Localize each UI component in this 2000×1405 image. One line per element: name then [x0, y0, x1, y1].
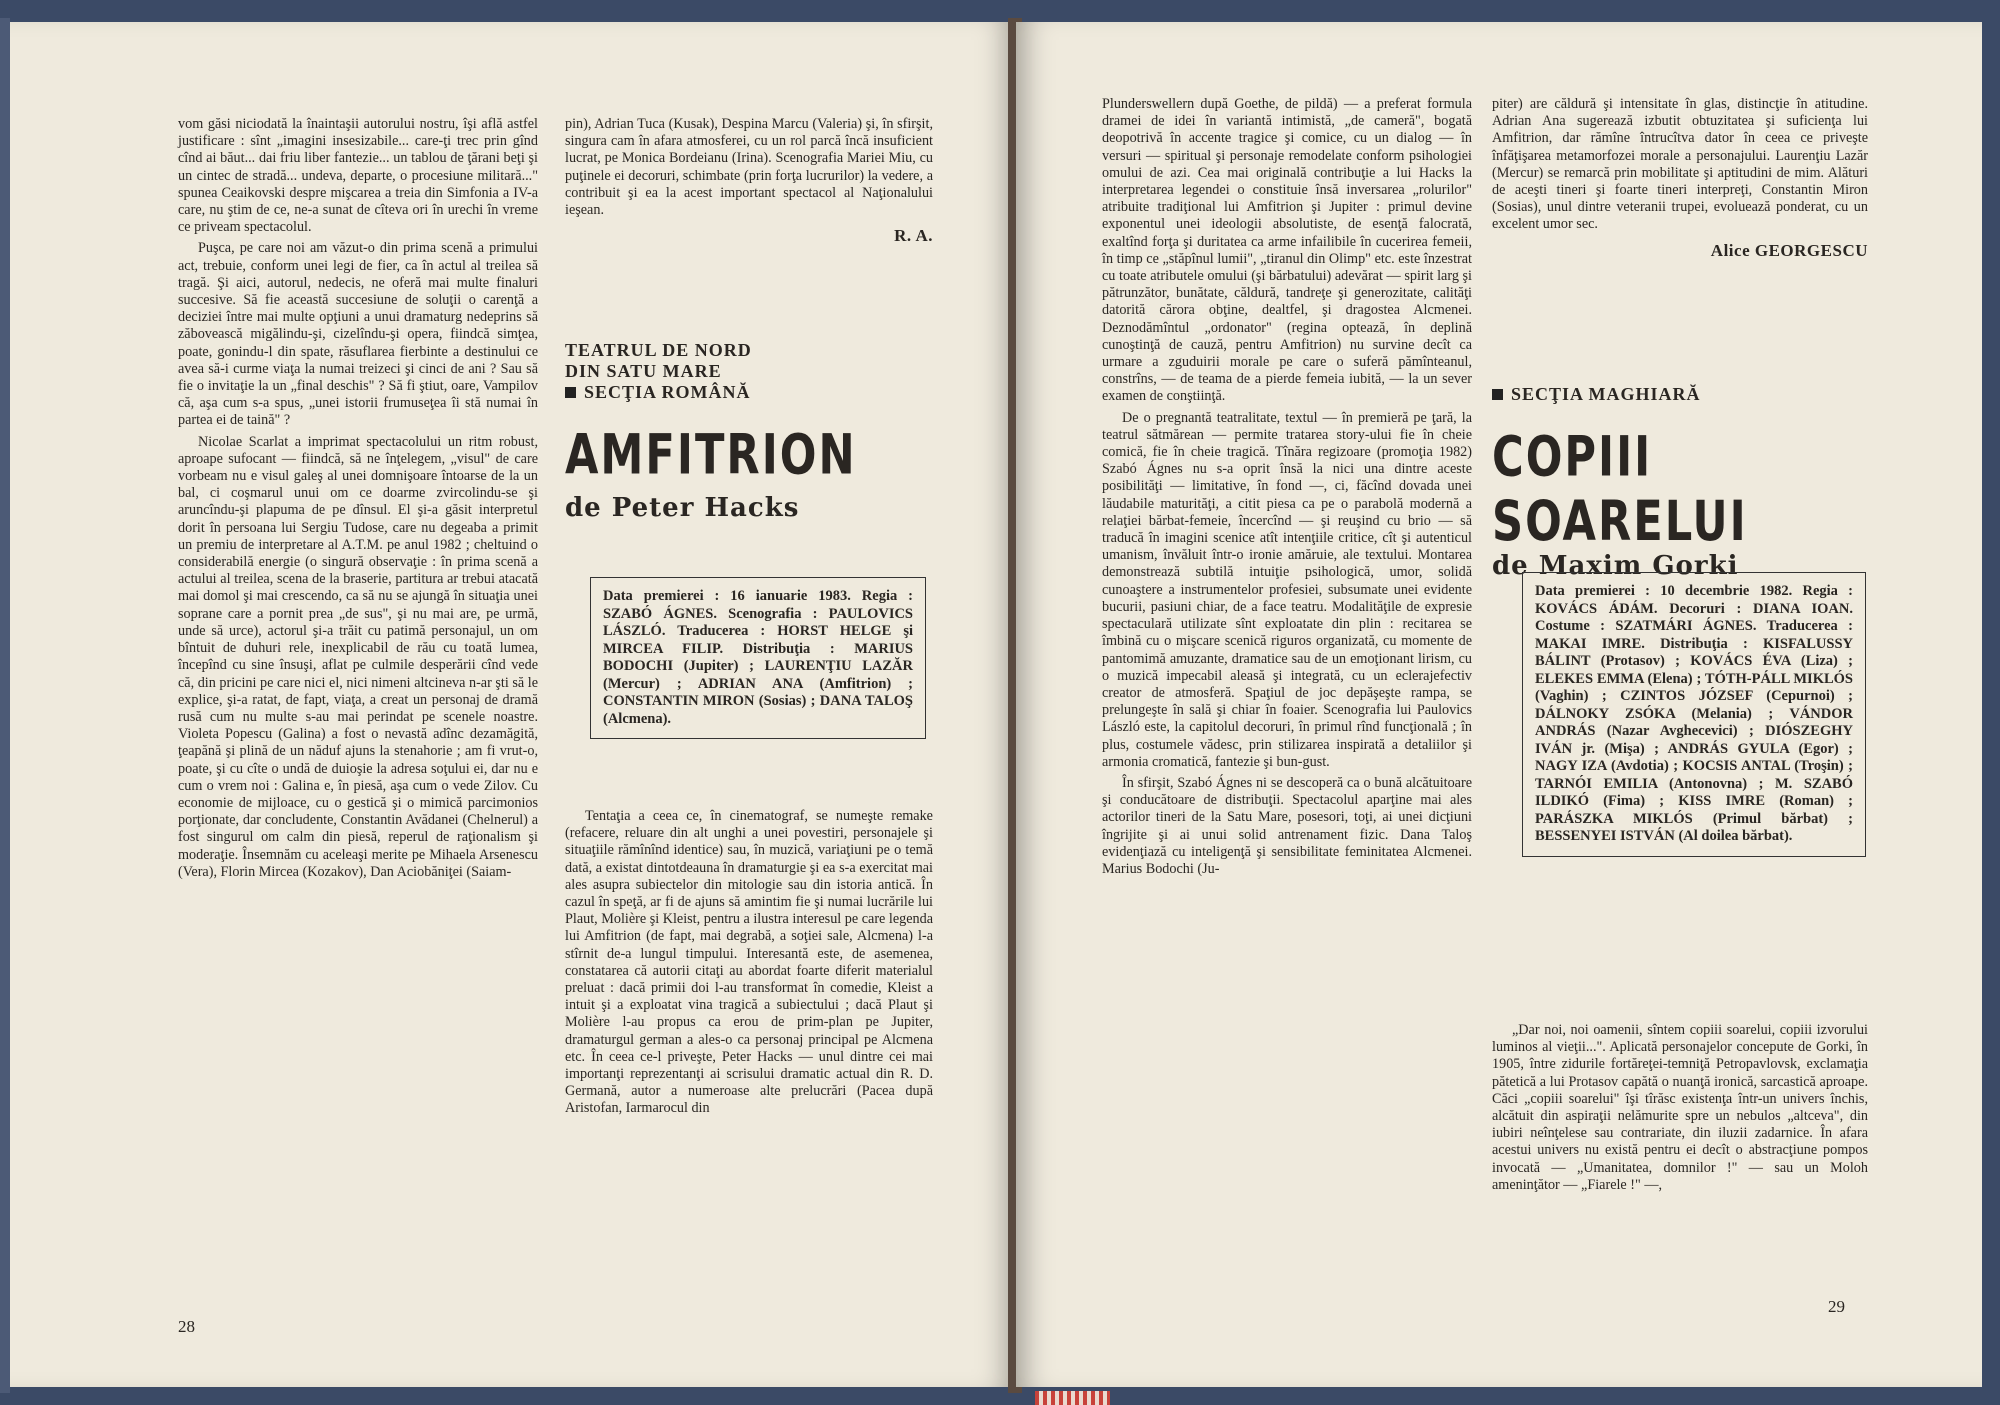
- article-header: [565, 340, 935, 523]
- section-heading: [565, 382, 935, 403]
- play-title: AMFITRION: [565, 423, 857, 488]
- paragraph: În sfirşit, Szabó Ágnes ni se descoperă ca o bună alcătuitoare şi conducătoare de distribuţii. Spectacolul aparţine mai ales actorilor tineri de la Satu Mare, posesori, toţi, ai unei dicţiuni îngrijite şi ai unui solid antrenament fizic. Dana Taloş evidenţiază cu inteligenţă şi sensibilitate feminitatea Alcmenei. Marius Bodochi (Ju-: [1102, 774, 1472, 877]
- square-bullet-icon: [1492, 389, 1503, 400]
- left-page: [10, 22, 1014, 1387]
- section-label: SECŢIA MAGHIARĂ: [1511, 384, 1701, 404]
- signature: [1492, 242, 1868, 259]
- paragraph: Puşca, pe care noi am văzut-o din prima scenă a primului act, trebuie, conform unei legi de fier, ca în actul al treilea să tragă. Şi aici, autorul, nedecis, ne oferă mai multe finaluri succesive. Să fie această succesiune de soluţii o carenţă a deciziei între mai multe opţiuni a unui dramaturg nedeprins să zăbovească migălindu-şi, cizelîndu-şi opera, fiindcă simţea, poate, gonindu-l din spate, răsuflarea fierbinte a destinului ce avea să-i curme viaţa la numai treizeci şi cinci de ani ? Sau să fie o invitaţie la un „final deschis" ? Să fi ştiut, oare, Vampilov că, aşa cum s-a spus, „unei istorii frumuseţea îi stă numai în partea ei de taină" ?: [178, 240, 538, 429]
- credits-text: Data premierei : 10 decembrie 1982. Regia : KOVÁCS ÁDÁM. Decoruri : DIANA IOAN. Costume : SZATMÁRI ÁGNES. Traducerea : MAKAI IMRE. Distribuţia : KISFALUSSY BÁLINT (Protasov) ; KOVÁCS ÉVA (Liza) ; ELEKES EMMA (Elena) ; TÓTH-PÁLL MIKLÓS (Vaghin) ; CZINTOS JÓZSEF (Cepurnoi) ; DÁLNOKY ZSÓKA (Melania) ; VÁNDOR ANDRÁS (Nazar Avghecevici) ; DIÓSZEGHY IVÁN jr. (Mişa) ; ANDRÁS GYULA (Egor) ; NAGY IZA (Avdotia) ; KOCSIS ANTAL (Troşin) ; TARNÓI EMILIA (Antonovna) ; M. SZABÓ ILDIKÓ (Fima) ; KISS IMRE (Roman) ; PARÁSZKA MIKLÓS (Primul bărbat) ; BESSENYEI ISTVÁN (Al doilea bărbat).: [1535, 583, 1853, 844]
- credits-box: [1522, 572, 1866, 857]
- left-column-2-body: [565, 808, 933, 1122]
- binding-tape: [1035, 1391, 1110, 1405]
- play-author: de Peter Hacks: [565, 493, 800, 523]
- page-number: 28: [178, 1317, 195, 1336]
- left-column-1: [178, 116, 538, 885]
- right-column-1: [1102, 96, 1472, 882]
- square-bullet-icon: [565, 387, 576, 398]
- book-cover-edge: [0, 18, 10, 1393]
- paragraph: „Dar noi, noi oamenii, sîntem copiii soarelui, copiii izvorului luminos al vieţii...". Aplicată personajelor concepute de Gorki, în 1905, între zidurile fortăreţei-temniţă Petropavlovsk, exclamaţia pătetică a lui Protasov capătă o nuanţă ironică, sarcastică aproape. Căci „copiii soarelui" îşi tîrăsc existenţa într-un univers închis, alcătuit din aspiraţii nelămurite spre un nebulos „altceva", din iubiri neînţelese sau contrariate, din iluzii zadarnice. În afara acestui univers nu există pentru ei decît o abstracţiune pompos invocată — „Umanitatea, domnilor !" — sau un Moloh ameninţător — „Fiarele !" —,: [1492, 1022, 1868, 1193]
- page-number: 29: [1828, 1297, 1845, 1316]
- right-column-2: [1492, 96, 1868, 259]
- paragraph: piter) are căldură şi intensitate în glas, distincţie în atitudine. Adrian Ana sugerează izbutit obtuzitatea şi suficienţa lui Amfitrion, dar rămîne întrucîtva dator în ceea ce priveşte înfăţişarea metamorfozei morale a personajului. Laurenţiu Lazăr (Mercur) se remarcă prin mobilitate şi aptitudini de mim. Alături de aceşti tineri şi foarte tineri interpreţi, Constantin Miron (Sosias), unul dintre veteranii trupei, evoluează ponderat, cu un excelent umor sec.: [1492, 96, 1868, 233]
- left-column-2: [565, 116, 933, 244]
- play-author: de Maxim Gorki: [1492, 551, 1739, 581]
- paragraph: De o pregnantă teatralitate, textul — în premieră pe ţară, la teatrul sătmărean — permite tratarea story-ului fie în cheie comică, fie în cheie tragică. Tînăra regizoare (promoţia 1982) Szabó Ágnes nu s-a oprit însă la nici una dintre aceste posibilităţi — limitative, în fond —, ci, făcînd dovada unei lăudabile maturităţi, a citit piesa ca pe o parabolă modernă a relaţiei bărbat-femeie, încercînd — şi reuşind cu brio — să traducă în imagini scenice atît intenţiile critice, cît şi autenticul umanism, învăluit într-o ironie amăruie, ale textului. Montarea demonstrează subtilă intuiţie psihologică, umor, solidă cunoaştere a instrumentelor profesiei, subsumate unei evidente bucurii, pasiuni chiar, de a face teatru. Modalităţile de expresie spectaculară utilizate sînt exploatate din plin : recitarea se îmbină cu o mişcare scenică riguros organizată, cu momente de pantomimă amuzante, dramatice sau de un emoţionant lirism, cu o muzică impecabil aleasă şi integrată, cu un eclerajefectiv creator de atmosferă. Spaţiul de joc depăşeşte rampa, se prelungeşte în sală şi chiar în foaier. Scenografia lui Paulovics László este, la capitolul decoruri, în primul rînd funcţională ; în plus, costumele vădesc, prin stilizarea inspirată a detaliilor şi armonia cromatică, fantezie şi bun-gust.: [1102, 409, 1472, 770]
- paragraph: pin), Adrian Tuca (Kusak), Despina Marcu (Valeria) şi, în sfirşit, singura cam în afara atmosferei, cu un rol parcă încă insuficient lucrat, pe Monica Bordeianu (Irina). Scenografia Mariei Miu, cu puţinele ei decoruri, schimbate (prin forţa lucrurilor) la vedere, a contribuit şi ea la acest important spectacol al Naţionalului ieşean.: [565, 116, 933, 219]
- credits-text: Data premierei : 16 ianuarie 1983. Regia : SZABÓ ÁGNES. Scenografia : PAULOVICS LÁSZLÓ. Traducerea : HORST HELGE şi MIRCEA FILIP. Distribuţia : MARIUS BODOCHI (Jupiter) ; LAURENŢIU LAZĂR (Mercur) ; ADRIAN ANA (Amfitrion) ; CONSTANTIN MIRON (Sosias) ; DANA TALOŞ (Alcmena).: [603, 588, 913, 727]
- section-label: SECŢIA ROMÂNĂ: [584, 382, 751, 402]
- theatre-name-line2: DIN SATU MARE: [565, 361, 722, 381]
- theatre-name-line1: TEATRUL DE NORD: [565, 340, 752, 360]
- paragraph: vom găsi niciodată la înaintaşii autorului nostru, îşi află astfel justificare : sînt „imagini insesizabile... care-ţi trec prin gînd cînd ai băut... dai friu liber fantezie... un tablou de ţărani beţi şi un cintec de stradă... undeva, departe, o procesiune militară..." spunea Ceaikovski despre mişcarea a treia din Simfonia a IV-a care, nu ştim de ce, ne-a sunat de cîteva ori în urechi în vreme ce priveam spectacolul.: [178, 116, 538, 236]
- paragraph: Tentaţia a ceea ce, în cinematograf, se numeşte remake (refacere, reluare din alt unghi a unei povestiri, personajele şi situaţiile rămînînd identice) sau, în muzică, variaţiuni pe o temă dată, a existat dintotdeauna în dramaturgie şi ea s-a exercitat mai ales asupra subiectelor din mitologie sau din istoria antică. În cazul în speţă, ar fi de ajuns să amintim fie şi numai lucrările lui Plaut, Molière şi Kleist, pentru a ilustra interesul pe care legenda lui Amfitrion (de fapt, mai degrabă, a soţiei sale, Alcmena) l-a stîrnit de-a lungul timpului. Interesantă este, de asemenea, constatarea că autorii citaţi au abordat foarte diferit materialul preluat : dacă primii doi l-au transformat în comedie, Kleist a intuit şi a exploatat vina tragică a subiectului ; dacă Plaut şi Molière l-au propus ca erou de prim-plan pe Jupiter, dramaturgul german a ales-o ca personaj principal pe Alcmena etc. În ceea ce-l priveşte, Peter Hacks — unul dintre cei mai importanţi reprezentanţi ai scrisului dramatic actual din R. D. Germană, autor a numeroase alte prelucrări (Pacea după Aristofan, Iarmarocul din: [565, 808, 933, 1117]
- credits-box: [590, 577, 926, 739]
- paragraph: Nicolae Scarlat a imprimat spectacolului un ritm robust, aproape sufocant — fiindcă, să ne înţelegem, „visul" de care vorbeam nu e visul galeş al unei domnişoare întoarse de la un bal, ci coşmarul unui om ce doarme zvircolindu-se şi aruncîndu-şi plapuma de pe dînsul. El şi-a găsit interpretul dorit în persoana lui Sergiu Tudose, care nu degeaba a primit un premiu de interpretare al A.T.M. pe anul 1982 ; cheltuind o considerabilă energie (o singură observaţie : în prima scenă a actului al treilea, scena de la braserie, partitura ar trebui atacată mai domol şi mai crescendo, ca să nu se ajungă în situaţia unei soprane care a pornit prea „de sus", şi nu mai are, pe urmă, unde să urce), actorul şi-a trăit cu patimă personajul, un om bîntuit de duhuri rele, inexplicabil de rău cu toată lumea, începînd cu sine însuşi, aflat pe culmile desperării cînd vede că, din pricini pe care nici el, nici nimeni altcineva n-ar şti să le explice, şi-a ratat, de fapt, viaţa, a creat un personaj de dramă rusă cum nu multe s-au mai perindat pe scenele noastre. Violeta Popescu (Galina) a fost o nevastă adînc dezamăgită, ţeapănă şi plină de un năduf ajuns la stenahorie ; am fi vrut-o, poate, şi cu cîte o undă de duioşie la adresa soţului ei, dar nu e cum o vrem noi : Galina e, în piesă, aşa cum o vede Zilov. Cu economie de mijloace, cu o gestică şi o mimică parcimonios porţionate, dar concludente, Constantin Avădanei (Chelnerul) a fost singurul om calm din piesă, reperul de raţionalism şi moderaţie. Însemnăm cu aceleaşi merite pe Mihaela Arsenescu (Vera), Florin Mircea (Kozakov), Dan Aciobăniţei (Saiam-: [178, 433, 538, 880]
- article-header: [1492, 384, 1872, 581]
- right-column-2-body: [1492, 1022, 1868, 1198]
- paragraph: Plunderswellern după Goethe, de pildă) — a preferat formula dramei de idei în variantă intimistă, „de cameră", bogată deopotrivă în accente tragice şi comice, cu un dialog — în versuri — spiritual şi personaje remodelate conform psihologiei omului de azi. Cea mai originală contribuţie a lui Hacks la interpretarea legendei o constituie însă inversarea „rolurilor" atribuite tradiţional lui Amfitrion şi Jupiter : primul devine exponentul unei ideologii absolutiste, de esenţă falocrată, exaltînd forţa şi duritatea ca arme infailibile în cucerirea femeii, în timp ce „stăpînul lumii", „tiranul din Olimp" etc. este înzestrat cu toate atributele omului (şi bărbatului) adevărat — spirit larg şi pătrunzător, bunătate, căldură, tandreţe şi generozitate, calităţi datorită cărora obţine, dealtfel, şi dragostea Alcmenei. Deznodămîntul „ordonator" (regina optează, în deplină cunoştinţă de cauză, pentru Amfitrion) nu survine decît ca urmare a zguduirii morale pe care o suferă pămînteanul, constrîns, — de teama de a pierde femeia iubită, — la un sever examen de conştiinţă.: [1102, 96, 1472, 405]
- signature: [565, 227, 933, 244]
- signature-text: R. A.: [894, 226, 933, 246]
- right-page: [1016, 22, 1982, 1387]
- signature-text: Alice GEORGESCU: [1710, 240, 1868, 260]
- section-heading: [1492, 384, 1872, 405]
- play-title: COPIII SOARELUI: [1492, 425, 1748, 554]
